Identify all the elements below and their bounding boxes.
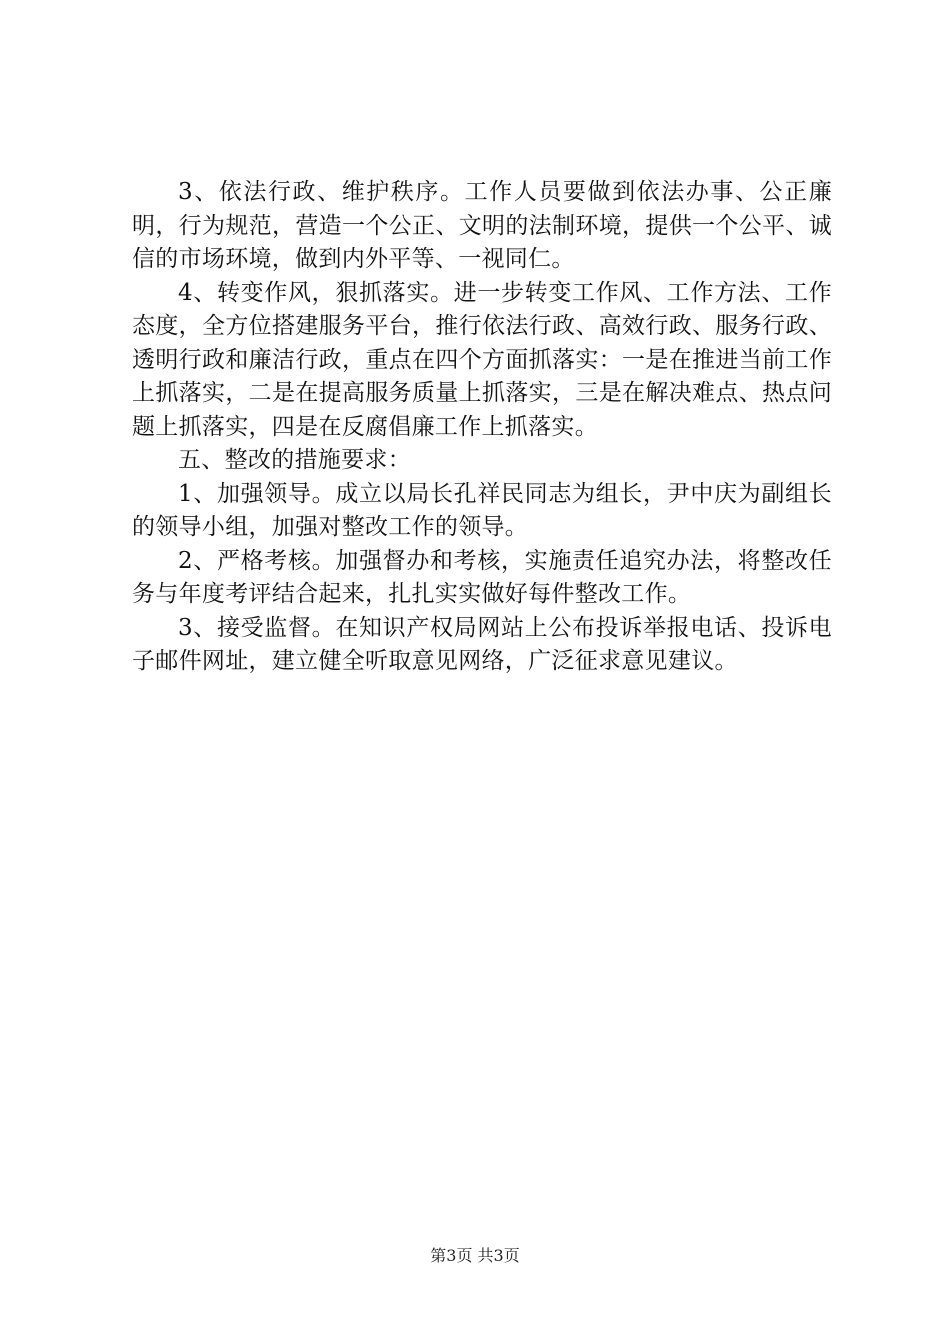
paragraph-rule-by-law: 3、依法行政、维护秩序。工作人员要做到依法办事、公正廉明，行为规范，营造一个公正、文明的法制环境，提供一个公平、诚信的市场环境，做到内外平等、一视同仁。 [132, 179, 832, 272]
paragraph-leadership: 1、加强领导。成立以局长孔祥民同志为组长，尹中庆为副组长的领导小组，加强对整改工作的领导。 [132, 480, 832, 540]
paragraph-change-style: 4、转变作风，狠抓落实。进一步转变工作风、工作方法、工作态度，全方位搭建服务平台，推行依法行政、高效行政、服务行政、透明行政和廉洁行政，重点在四个方面抓落实：一是在推进当前工作上抓落实，二是在提高服务质量上抓落实，三是在解决难点、热点问题上抓落实，四是在反腐倡廉工作上抓落实。 [132, 279, 832, 440]
page-footer [0, 1243, 950, 1266]
paragraph-supervision: 3、接受监督。在知识产权局网站上公布投诉举报电话、投诉电子邮件网址，建立健全听取意见网络，广泛征求意见建议。 [132, 614, 832, 674]
document-body [132, 176, 832, 679]
page-number: 第3页 共3页 [430, 1246, 520, 1265]
section-heading-measures: 五、整改的措施要求： [178, 447, 411, 473]
paragraph-assessment: 2、严格考核。加强督办和考核，实施责任追究办法，将整改任务与年度考评结合起来，扎扎实实做好每件整改工作。 [132, 547, 832, 607]
